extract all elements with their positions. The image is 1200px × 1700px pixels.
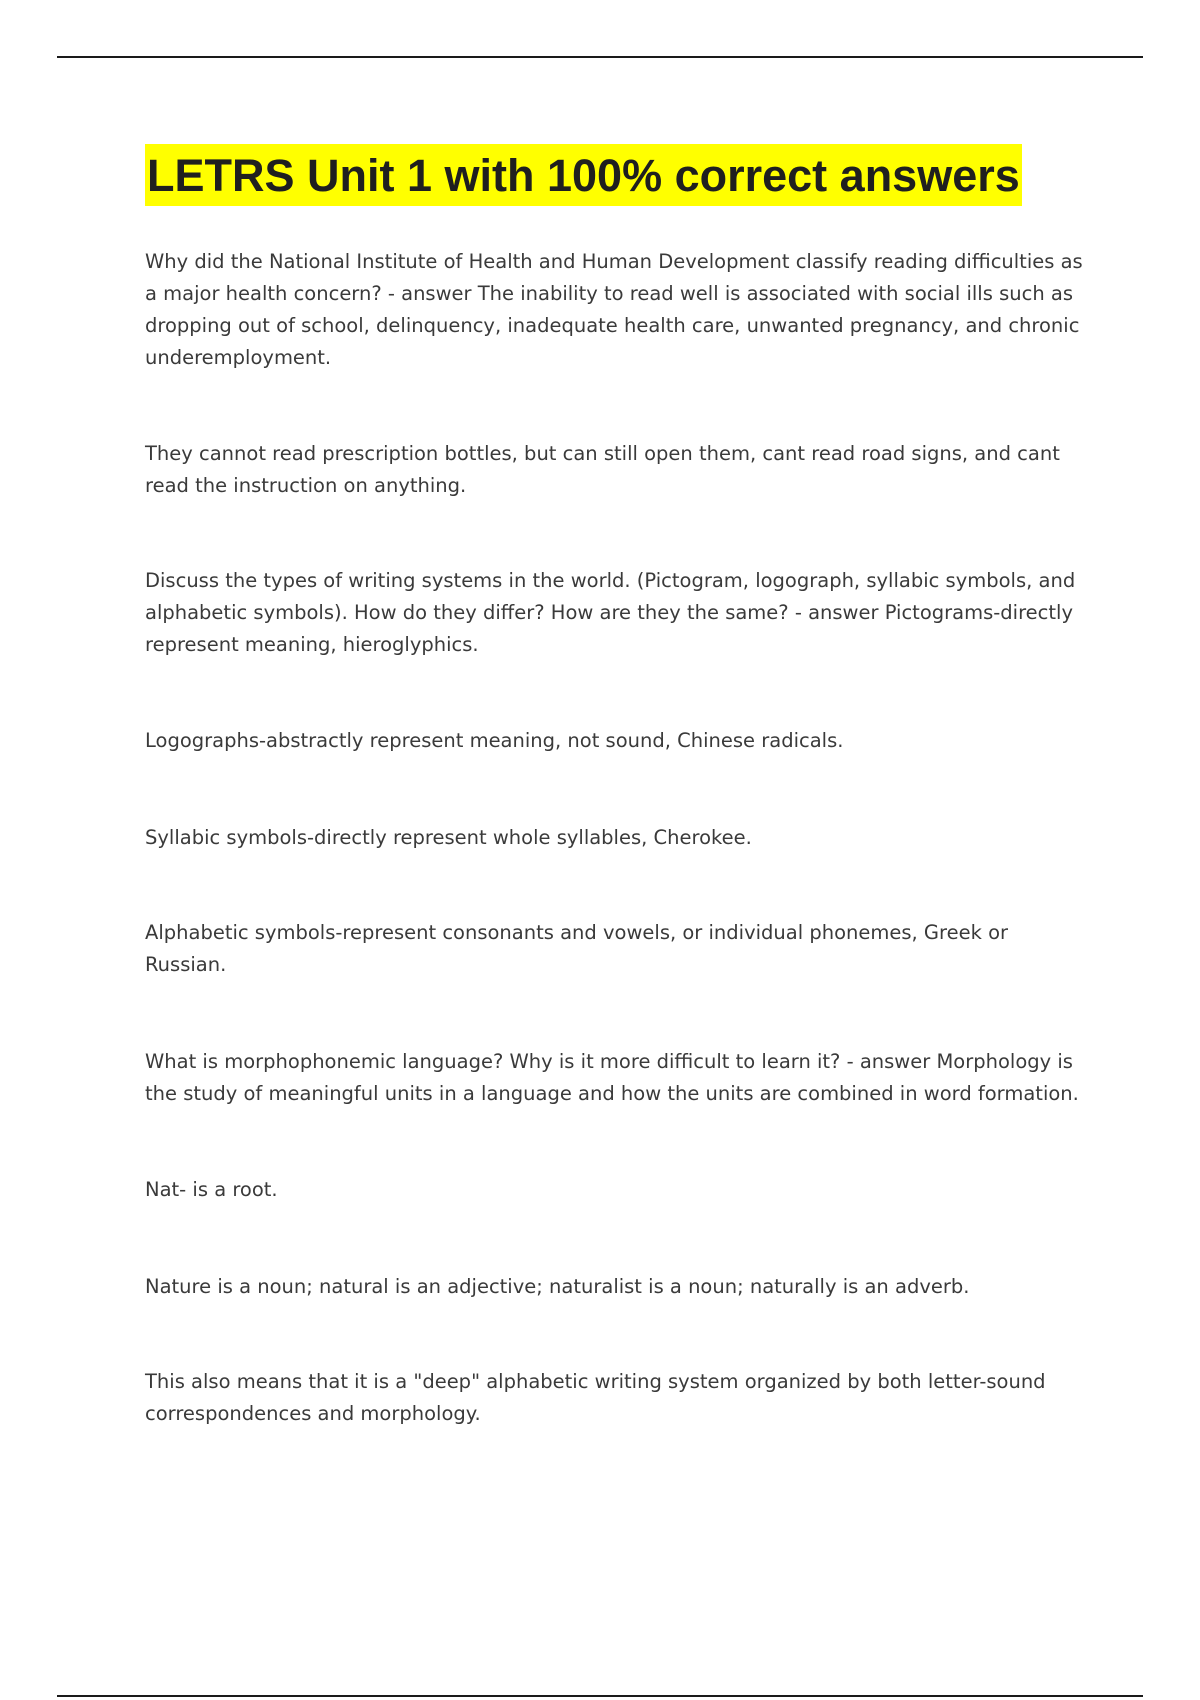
footer-rule bbox=[57, 1695, 1143, 1697]
paragraph-3: Discuss the types of writing systems in the world. (Pictogram, logograph, syllabic symbols, and alphabetic symbols). How do they differ? How are they the same? - answer Pictograms-directly represent meaning, hieroglyphics. bbox=[145, 569, 1076, 656]
paragraph-10: This also means that it is a "deep" alphabetic writing system organized by both letter-sound correspondences and morphology. bbox=[145, 1370, 1046, 1425]
paragraph-1: Why did the National Institute of Health and Human Development classify reading difficulties as a major health concern? - answer The inability to read well is associated with social ills such as dropping out of school, delinquency, inadequate health care, unwanted pregnancy, and chronic underemployment. bbox=[145, 250, 1083, 369]
document-title: LETRS Unit 1 with 100% correct answers bbox=[145, 144, 1022, 206]
paragraph-5: Syllabic symbols-directly represent whole syllables, Cherokee. bbox=[145, 826, 752, 849]
title-block bbox=[145, 144, 1085, 206]
paragraph-6: Alphabetic symbols-represent consonants and vowels, or individual phonemes, Greek or Russian. bbox=[145, 921, 1009, 976]
paragraph-8: Nat- is a root. bbox=[145, 1178, 278, 1201]
paragraph-4: Logographs-abstractly represent meaning, not sound, Chinese radicals. bbox=[145, 729, 844, 752]
header-rule bbox=[57, 56, 1143, 58]
paragraph-7: What is morphophonemic language? Why is it more difficult to learn it? - answer Morphology is the study of meaningful units in a language and how the units are combined in word formation. bbox=[145, 1050, 1079, 1105]
paragraph-2: They cannot read prescription bottles, but can still open them, cant read road signs, and cant read the instruction on anything. bbox=[145, 442, 1060, 497]
paragraph-9: Nature is a noun; natural is an adjective; naturalist is a noun; naturally is an adverb. bbox=[145, 1275, 970, 1298]
